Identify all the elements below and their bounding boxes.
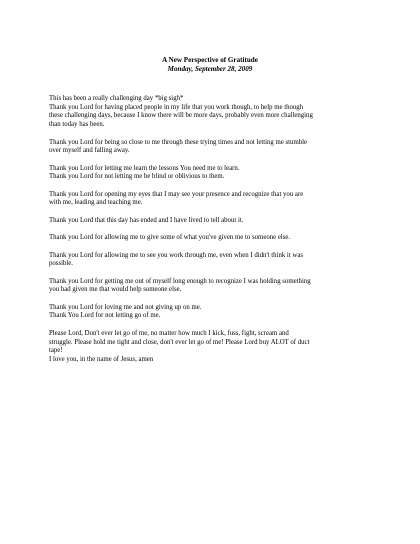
document-body — [49, 95, 379, 373]
document-title: A New Perspective of Gratitude — [162, 56, 258, 64]
document-header — [0, 56, 420, 74]
text-line: Thank you Lord for allowing me to give some of what you've given me to someone else. — [49, 234, 291, 242]
text-line: Thank you Lord for loving me and not giving up on me. — [49, 303, 202, 311]
text-line: with me, leading and teaching me. — [49, 199, 143, 207]
paragraph — [49, 330, 379, 365]
text-line: Thank you Lord that this day has ended and I have lived to tell about it. — [49, 216, 244, 224]
text-line: Thank you Lord for having placed people in my life that you work though, to help me though — [49, 103, 304, 111]
paragraph — [49, 234, 379, 243]
text-line: these challenging days, because I know there will be more days, probably even more challenging — [49, 112, 313, 120]
text-line: Thank you Lord for opening my eyes that I may see your presence and recognize that you are — [49, 190, 304, 198]
paragraph — [49, 304, 379, 321]
paragraph — [49, 165, 379, 182]
text-line: you had given me that would help someone else. — [49, 286, 182, 294]
text-line: Thank you Lord for not letting me be blind or oblivious to them. — [49, 173, 225, 181]
text-line: This has been a really challenging day *big sigh* — [49, 95, 184, 102]
text-line: Thank you Lord for allowing me to see you work through me, even when I didn't think it was — [49, 251, 303, 259]
text-line: Thank you Lord for being so close to me through these trying times and not letting me stumble — [49, 138, 308, 146]
text-line: Please Lord, Don't ever let go of me, no matter how much I kick, fuss, fight, scream and — [49, 329, 289, 337]
paragraph — [49, 217, 379, 226]
paragraph — [49, 278, 379, 295]
text-line: than today has been. — [49, 121, 105, 129]
paragraph — [49, 252, 379, 269]
text-line: over myself and falling away. — [49, 147, 130, 155]
text-line: struggle. Please hold me tight and close, don't ever let go of me! Please Lord buy ALOT of duct — [49, 338, 310, 346]
text-line: I love you, in the name of Jesus, amen — [49, 355, 154, 363]
paragraph — [49, 139, 379, 156]
text-line: Thank you Lord for getting me out of myself long enough to recognize I was holding something — [49, 277, 311, 285]
paragraph — [49, 95, 379, 130]
text-line: tape! — [49, 347, 63, 355]
text-line: possible. — [49, 260, 73, 268]
text-line: Thank You Lord for not letting go of me. — [49, 312, 161, 320]
document-date: Monday, September 28, 2009 — [167, 65, 253, 73]
paragraph — [49, 191, 379, 208]
text-line: Thank you Lord for letting me learn the lessons You need me to learn. — [49, 164, 240, 172]
